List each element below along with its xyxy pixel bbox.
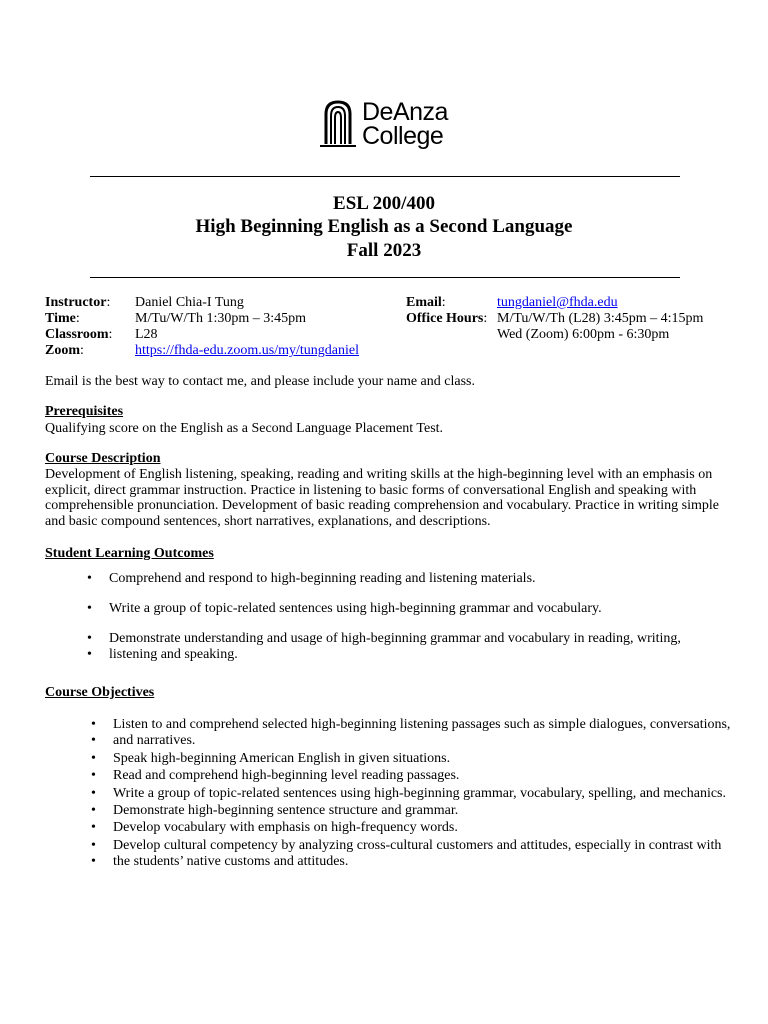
- objective-item-continued: • the students’ native customs and attitudes.: [113, 854, 348, 870]
- bottom-divider: [90, 277, 680, 278]
- objectives-heading: Course Objectives: [45, 685, 155, 700]
- zoom-label: Zoom: [45, 343, 80, 358]
- outcome-item: • Comprehend and respond to high-beginning reading and listening materials.: [109, 571, 536, 587]
- objective-item: • Develop vocabulary with emphasis on high-frequency words.: [113, 820, 458, 836]
- course-description-heading: Course Description: [45, 451, 161, 466]
- outcomes-heading: Student Learning Outcomes: [45, 546, 214, 561]
- course-term: Fall 2023: [346, 240, 422, 261]
- logo-line-1: DeAnza: [362, 98, 448, 126]
- contact-note: Email is the best way to contact me, and please include your name and class.: [45, 374, 475, 389]
- objective-item: • Write a group of topic-related sentences using high-beginning grammar, vocabulary, spelling, and mechanics.: [113, 786, 726, 802]
- office-hours-1: M/Tu/W/Th (L28) 3:45pm – 4:15pm: [497, 311, 704, 326]
- objective-item: • Demonstrate high-beginning sentence structure and grammar.: [113, 803, 458, 819]
- email-label: Email: [406, 295, 442, 310]
- email-link[interactable]: tungdaniel@fhda.edu: [497, 295, 618, 310]
- description-line: and basic compound sentences, short narratives, explanations, and descriptions.: [45, 513, 491, 529]
- college-logo: [320, 98, 460, 156]
- description-line: Development of English listening, speaking, reading and writing skills at the high-beginning level with an emphasis on: [45, 467, 713, 482]
- colon: :: [75, 311, 80, 326]
- colon: :: [483, 311, 488, 326]
- office-hours-label: Office Hours: [406, 311, 484, 326]
- objective-item: • Listen to and comprehend selected high-beginning listening passages such as simple dialogues, conversations,: [113, 717, 730, 733]
- course-info-left: [45, 295, 359, 359]
- office-hours-2: Wed (Zoom) 6:00pm - 6:30pm: [497, 327, 670, 342]
- prerequisites-heading: Prerequisites: [45, 404, 124, 419]
- objective-item: • Speak high-beginning American English in given situations.: [113, 751, 450, 767]
- objective-item-continued: • and narratives.: [113, 733, 195, 749]
- classroom-label: Classroom: [45, 327, 109, 342]
- logo-wordmark: [362, 100, 448, 148]
- colon: :: [441, 295, 446, 310]
- colon: :: [80, 343, 84, 358]
- class-time: M/Tu/W/Th 1:30pm – 3:45pm: [135, 311, 307, 326]
- instructor-name: Daniel Chia-I Tung: [135, 295, 244, 310]
- objective-item: • Read and comprehend high-beginning level reading passages.: [113, 768, 459, 784]
- prerequisites-text: Qualifying score on the English as a Second Language Placement Test.: [45, 421, 444, 436]
- zoom-link[interactable]: https://fhda-edu.zoom.us/my/tungdaniel: [135, 343, 359, 358]
- colon: :: [106, 295, 111, 310]
- objective-item: • Develop cultural competency by analyzing cross-cultural customers and attitudes, especially in contrast with: [113, 838, 721, 854]
- arch-logo-icon: [320, 98, 360, 152]
- instructor-label: Instructor: [45, 295, 107, 310]
- classroom-value: L28: [135, 327, 158, 342]
- outcome-item: • Demonstrate understanding and usage of high-beginning grammar and vocabulary in reading, writing,: [109, 631, 681, 647]
- description-line: comprehensible pronunciation. Development of basic reading comprehension and vocabulary. Practice in writing simple: [45, 498, 719, 513]
- outcome-item-continued: • listening and speaking.: [109, 647, 238, 663]
- outcome-item: • Write a group of topic-related sentences using high-beginning grammar and vocabulary.: [109, 601, 602, 617]
- time-label: Time: [45, 311, 76, 326]
- course-description: [45, 467, 725, 529]
- top-divider: [90, 176, 680, 177]
- description-line: explicit, direct grammar instruction. Practice in listening to basic forms of conversational English and speaking with: [45, 482, 697, 498]
- course-code: ESL 200/400: [333, 193, 435, 214]
- colon: :: [108, 327, 113, 342]
- logo-line-2: College: [362, 122, 444, 150]
- course-title: High Beginning English as a Second Language: [195, 216, 573, 237]
- course-info-right: [406, 295, 703, 343]
